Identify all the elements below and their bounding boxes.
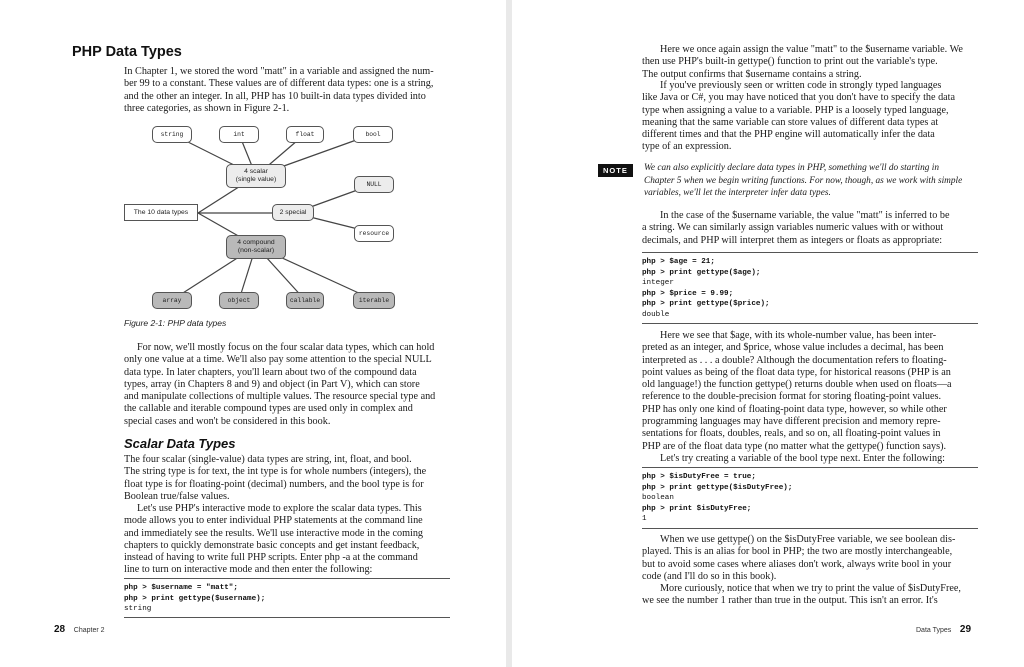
left-page <box>0 0 506 667</box>
paragraph-gettype <box>642 44 978 81</box>
paragraph-interactive-mode <box>124 503 450 577</box>
text-line: types, array (in Chapters 8 and 9) and object (in Part V), which can store <box>124 378 420 390</box>
code-line: php > print gettype($username); <box>124 594 266 603</box>
text-line: three categories, as shown in Figure 2-1. <box>124 102 290 114</box>
subsection-heading: Scalar Data Types <box>124 436 236 451</box>
code-line: php > print gettype($isDutyFree); <box>642 483 793 492</box>
text-line: old language!) the function gettype() returns double when used on floats—a <box>642 379 952 391</box>
text-line: meaning that the same variable can store values of different data types at <box>642 116 939 128</box>
node-special: 2 special <box>272 204 314 221</box>
text-line: line to turn on interactive mode and then enter the following: <box>124 564 373 576</box>
text-line: type of an expression. <box>642 141 732 153</box>
node-array: array <box>152 292 192 309</box>
node-iterable: iterable <box>353 292 395 309</box>
text-line: programming languages may have different precision and memory repre- <box>642 416 941 428</box>
page-number: 28 <box>54 624 66 635</box>
text-line: and the other an integer. In all, PHP has 10 built-in data types divided into <box>124 90 426 102</box>
text-line: and manipulate collections of multiple values. The resource special type and <box>124 391 436 403</box>
paragraph-inference <box>642 210 978 247</box>
node-compound-line: (non-scalar) <box>237 247 275 254</box>
text-line: The output confirms that $username contains a string. <box>642 68 862 80</box>
paragraph-bool-intro <box>642 453 978 465</box>
text-line: mode allows you to enter individual PHP statements at the command line <box>124 515 423 527</box>
node-bool: bool <box>353 126 393 143</box>
text-line: a string. We can similarly assign variables numeric values with or without <box>642 222 944 234</box>
page-folio <box>916 624 971 635</box>
code-line: php > $age = 21; <box>642 258 715 266</box>
page-folio <box>54 624 105 635</box>
text-line: code (and I'll do so in this book). <box>642 570 777 582</box>
node-resource: resource <box>354 225 394 242</box>
paragraph-print-bool <box>642 583 978 608</box>
paragraph-scalar-types <box>124 454 450 503</box>
text-line: variables, we'll let the interpreter infer data types. <box>644 188 831 199</box>
text-line: For now, we'll mostly focus on the four scalar data types, which can hold <box>137 342 435 353</box>
running-footer: Chapter 2 <box>73 627 105 634</box>
text-line: ber 99 to a constant. These values are of different data types: one is a string, <box>124 78 434 90</box>
running-footer: Data Types <box>916 627 952 634</box>
figure-caption: Figure 2-1: PHP data types <box>124 318 227 328</box>
data-types-diagram <box>120 122 420 314</box>
text-line: only one value at a time. We'll also pay some attention to the special NULL <box>124 354 432 366</box>
text-line: preted as an integer, and $price, whose value includes a decimal, has been <box>642 342 944 354</box>
code-line: php > $isDutyFree = true; <box>642 473 756 481</box>
text-line: float type is for floating-point (decimal) numbers, and the bool type is for <box>124 478 424 490</box>
text-line: the callable and iterable compound types are used only in complex and <box>124 403 413 415</box>
paragraph-loosely-typed <box>642 80 978 154</box>
text-line: More curiously, notice that when we try to print the value of $isDutyFree, <box>660 583 961 594</box>
code-line: integer <box>642 279 674 288</box>
text-line: decimals, and PHP will interpret them as integers or floats as appropriate: <box>642 234 943 246</box>
text-line: different times and that the PHP engine will automatically infer the data <box>642 129 935 141</box>
text-line: The four scalar (single-value) data types are string, int, float, and bool. <box>124 454 412 465</box>
page-number: 29 <box>959 624 972 635</box>
node-null: NULL <box>354 176 394 193</box>
text-line: PHP has only one kind of floating-point data type, however, so while other <box>642 403 947 415</box>
node-callable: callable <box>286 292 324 309</box>
code-line: 1 <box>642 515 647 524</box>
text-line: we see the number 1 rather than true in the output. This isn't an error. It's <box>642 595 938 607</box>
intro-paragraph <box>124 66 450 115</box>
paragraph-boolean-alias <box>642 534 978 583</box>
text-line: Here we see that $age, with its whole-number value, has been inter- <box>660 330 937 341</box>
node-scalar-line: (single value) <box>235 176 277 183</box>
text-line: and immediately see the results. We'll use interactive mode in the coming <box>124 527 424 539</box>
text-line: chapters to quickly demonstrate basic concepts and get instant feedback, <box>124 539 420 551</box>
text-line: Chapter 5 when we begin writing functions. For now, though, as we work with simple <box>644 175 963 186</box>
code-line: php > print gettype($age); <box>642 268 761 277</box>
text-line: Here we once again assign the value "matt" to the $username variable. We <box>660 44 963 55</box>
right-page <box>512 0 1018 667</box>
paragraph-double <box>642 330 978 453</box>
code-line: double <box>642 310 670 319</box>
node-int: int <box>219 126 259 143</box>
text-line: then use PHP's built-in gettype() function to print out the variable's type. <box>642 56 938 68</box>
text-line: The string type is for text, the int type is for whole numbers (integers), the <box>124 466 427 478</box>
text-line: special cases and won't be considered in this book. <box>124 415 331 427</box>
paragraph-scalar-focus <box>124 342 450 428</box>
text-line: interpreted as . . . a double? Although the documentation refers to floating- <box>642 354 947 366</box>
text-line: When we use gettype() on the $isDutyFree variable, we see boolean dis- <box>660 534 956 545</box>
node-scalar <box>226 164 286 188</box>
text-line: instead of having to write full PHP scripts. Enter php -a at the command <box>124 552 418 564</box>
text-line: data type. In later chapters, you'll learn about two of the compound data <box>124 366 417 378</box>
section-heading: PHP Data Types <box>72 44 182 60</box>
text-line: point values as being of the float data type, for historical reasons (PHP is an <box>642 366 951 378</box>
text-line: reference to the double-precision format for storing floating-point values. <box>642 391 942 403</box>
note-label: NOTE <box>598 164 633 177</box>
code-line: php > print $isDutyFree; <box>642 504 752 513</box>
text-line: like Java or C#, you may have noticed that you don't have to specify the data <box>642 92 956 104</box>
note-text <box>644 162 972 200</box>
code-block <box>124 578 450 618</box>
text-line: Boolean true/false values. <box>124 490 230 502</box>
node-scalar-line: 4 scalar <box>244 167 268 175</box>
text-line: PHP are of the float data type (no matter what the gettype() function says). <box>642 440 947 452</box>
code-line: php > print gettype($price); <box>642 300 770 309</box>
text-line: We can also explicitly declare data types in PHP, something we'll do starting in <box>644 163 939 173</box>
code-line: string <box>124 605 152 614</box>
node-string: string <box>152 126 192 143</box>
text-line: sentations for floats, doubles, reals, and so on, all floating-point values in <box>642 428 941 440</box>
text-line: but to avoid some cases where aliases don't work, always write bool in your <box>642 558 952 570</box>
code-block <box>642 252 978 324</box>
node-root: The 10 data types <box>124 204 198 221</box>
text-line: In the case of the $username variable, the value "matt" is inferred to be <box>660 210 950 221</box>
text-line: played. This is an alias for bool in PHP; the two are mostly interchangeable, <box>642 546 953 558</box>
code-line: php > $price = 9.99; <box>642 289 734 298</box>
text-line: Let's use PHP's interactive mode to explore the scalar data types. This <box>137 503 422 514</box>
text-line: Let's try creating a variable of the bool type next. Enter the following: <box>660 453 946 464</box>
code-line: boolean <box>642 494 674 503</box>
text-line: type when assigning a value to a variable. PHP is a loosely typed language, <box>642 104 949 116</box>
node-float: float <box>286 126 324 143</box>
code-block <box>642 467 978 529</box>
node-compound-line: 4 compound <box>237 238 275 246</box>
text-line: In Chapter 1, we stored the word "matt" in a variable and assigned the num- <box>124 66 434 77</box>
text-line: If you've previously seen or written code in strongly typed languages <box>660 80 942 91</box>
node-object: object <box>219 292 259 309</box>
node-compound <box>226 235 286 259</box>
code-line: php > $username = "matt"; <box>124 584 238 592</box>
